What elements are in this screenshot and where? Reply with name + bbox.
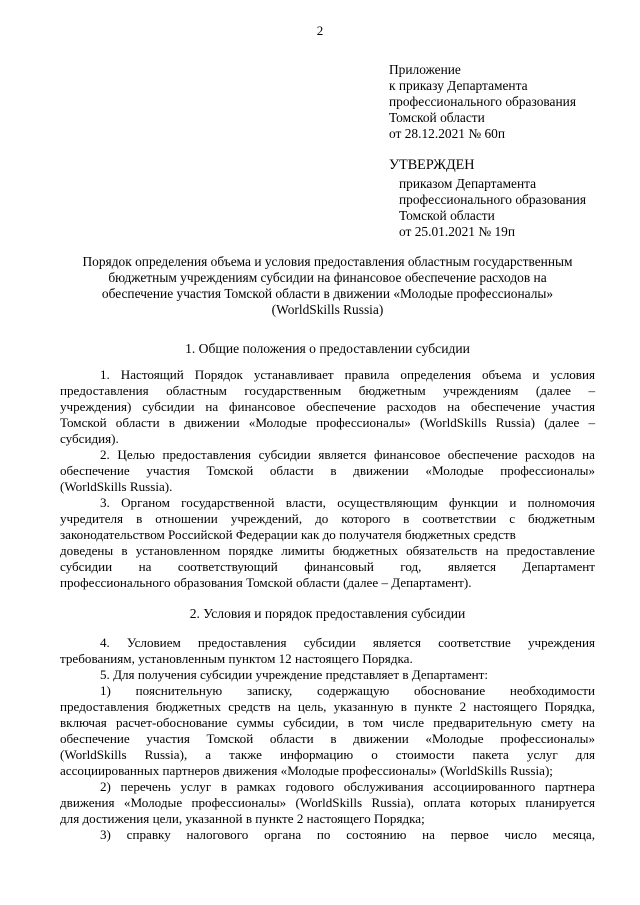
title-line: Порядок определения объема и условия предоставления областным государственным [82,254,573,269]
paragraph-line: обеспечение участия Томской области в движении «Молодые профессионалы» [60,463,595,478]
approved-line: приказом Департамента [399,176,537,191]
paragraph-line: 2. Целью предоставления субсидии является финансовое обеспечение расходов на [100,447,595,462]
paragraph-2 [60,447,595,495]
paragraph-line: субсидии на соответствующий финансовый год, является Департамент [60,559,595,574]
paragraph-line: 2) перечень услуг в рамках годового обслуживания ассоциированного партнера [100,779,595,794]
paragraph-1 [60,367,595,447]
paragraph-line: 1) пояснительную записку, содержащую обоснование необходимости [100,683,595,698]
approved-block [389,157,586,240]
title-line: бюджетным учреждениям субсидии на финансовое обеспечение расходов на [108,270,547,285]
title-line: (WorldSkills Russia) [271,302,384,317]
paragraph-line: ассоциированных партнеров движения «Молодые профессионалы» (WorldSkills Russia); [60,763,553,778]
paragraph-line: 4. Условием предоставления субсидии является соответствие учреждения [100,635,595,650]
paragraph-line: включая расчет-обоснование суммы субсидии, в том числе предварительную смету на [60,715,595,730]
paragraph-3 [60,495,595,591]
paragraph-5-item-1 [60,683,595,779]
appendix-line: Приложение [389,62,461,77]
paragraph-line: 5. Для получения субсидии учреждение представляет в Департамент: [100,667,489,682]
paragraph-5 [60,667,595,683]
section-2-heading: 2. Условия и порядок предоставления субсидии [189,606,466,621]
paragraph-line: законодательством Российской Федерации как до получателя бюджетных средств [60,527,516,542]
paragraph-line: предоставления областным государственным бюджетным учреждениям (далее – [60,383,595,398]
approved-heading: УТВЕРЖДЕН [389,157,475,173]
paragraph-line: учреждения) субсидии на финансовое обеспечение расходов на обеспечение участия [60,399,595,414]
paragraph-line: субсидия). [60,431,119,446]
appendix-line: Томской области [389,110,485,125]
paragraph-line: 3) справку налогового органа по состоянию на первое число месяца, [100,827,595,842]
approved-line: от 25.01.2021 № 19п [399,224,516,239]
paragraph-line: 3. Органом государственной власти, осуществляющим функции и полномочия [100,495,595,510]
paragraph-line: предоставления бюджетных средств на цель, указанную в пункте 2 настоящего Порядка, [60,699,595,714]
paragraph-line: доведены в установленном порядке лимиты бюджетных обязательств на предоставление [60,543,595,558]
document-title [60,254,595,318]
paragraph-5-item-2 [60,779,595,827]
page-number: 2 [316,23,324,38]
appendix-line: профессионального образования [389,94,576,109]
paragraph-line: обеспечение участия Томской области в движении «Молодые профессионалы» [60,731,595,746]
paragraph-line: профессионального образования Томской области (далее – Департамент). [60,575,472,590]
paragraph-5-item-3 [60,827,595,843]
paragraph-4 [60,635,595,667]
approved-line: Томской области [399,208,495,223]
paragraph-line: (WorldSkills Russia). [60,479,173,494]
paragraph-line: Томской области в движении «Молодые профессионалы» (WorldSkills Russia) (далее – [60,415,595,430]
paragraph-line: движения «Молодые профессионалы» (WorldSkills Russia), оплата которых планируется [60,795,595,810]
appendix-line: к приказу Департамента [389,78,528,93]
paragraph-line: для достижения цели, указанной в пункте 2 настоящего Порядка; [60,811,425,826]
appendix-block [389,62,576,142]
paragraph-line: требованиям, установленным пунктом 12 настоящего Порядка. [60,651,413,666]
appendix-line: от 28.12.2021 № 60п [389,126,506,141]
section-1-heading: 1. Общие положения о предоставлении субсидии [185,341,470,356]
title-line: обеспечение участия Томской области в движении «Молодые профессионалы» [101,286,554,301]
approved-line: профессионального образования [399,192,586,207]
paragraph-line: (WorldSkills Russia), а также информацию о стоимости пакета услуг для [60,747,595,762]
paragraph-line: 1. Настоящий Порядок устанавливает правила определения объема и условия [100,367,595,382]
paragraph-line: учредителя в отношении учреждений, до которого в соответствии с бюджетным [60,511,595,526]
